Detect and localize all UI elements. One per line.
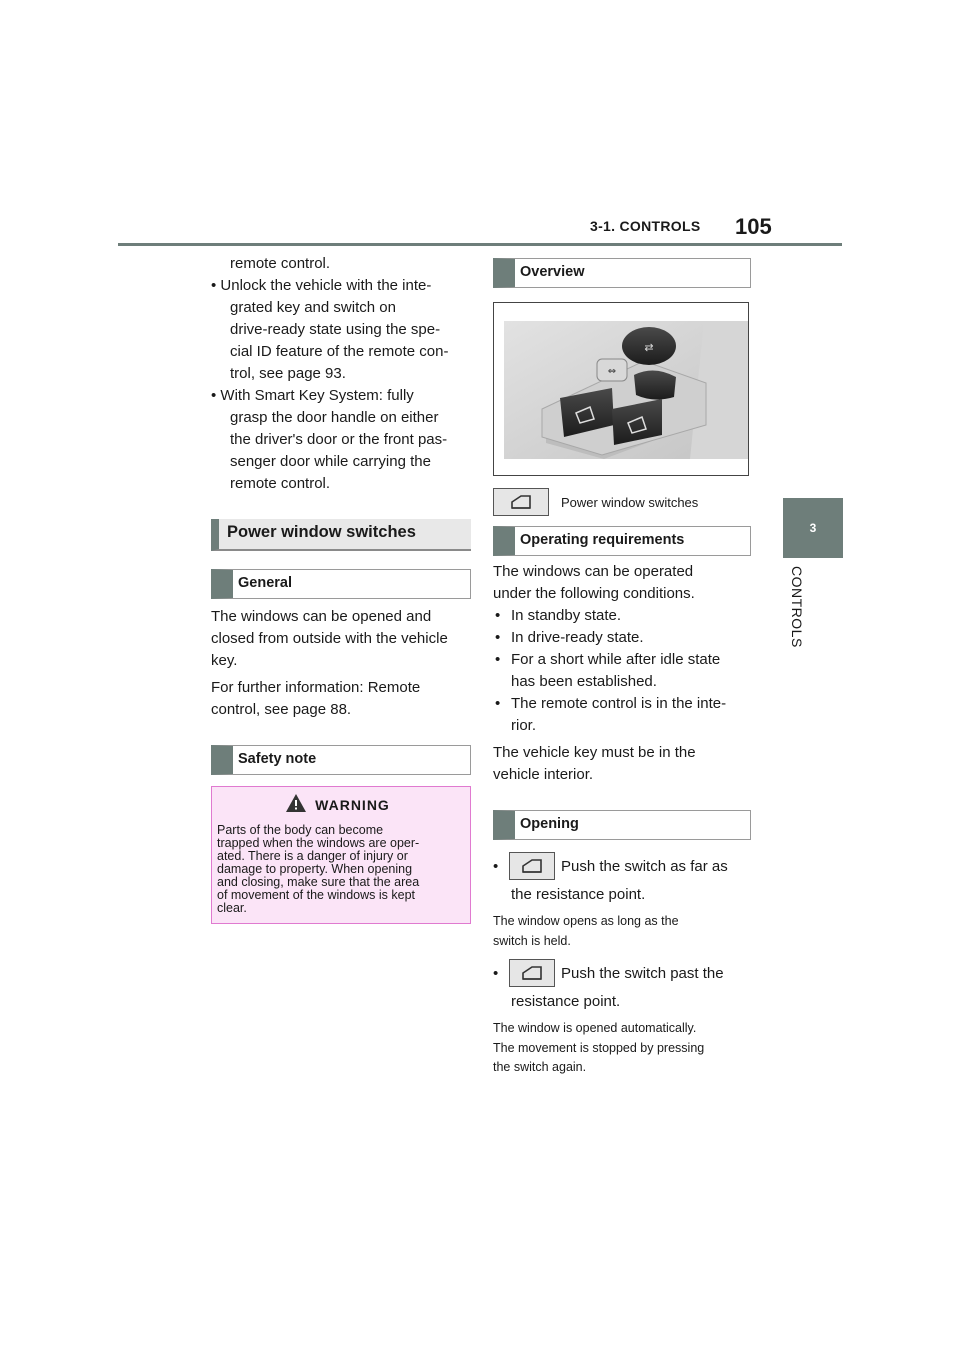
heading-general: General <box>211 569 471 599</box>
page-number: 105 <box>735 214 772 239</box>
operating-intro: The windows can be operated under the following conditions. <box>493 563 695 602</box>
left-column <box>211 253 471 924</box>
warning-title: WARNING <box>315 796 390 813</box>
warning-box <box>211 786 471 924</box>
right-column <box>493 258 751 1078</box>
chapter-label: CONTROLS <box>789 566 805 648</box>
further-info-text: For further information: Remote control, see page 88. <box>211 679 421 718</box>
operating-bullet: • For a short while after idle state has been established. <box>493 649 751 693</box>
opening-step-2-note: The window is opened automatically. The movement is stopped by pressing the switch again. <box>493 1021 705 1074</box>
intro-continuation: remote control. <box>230 255 331 272</box>
warning-triangle-icon <box>285 793 307 816</box>
opening-step-1: • Push the switch as far as the resistance point. <box>493 852 751 906</box>
header-divider <box>118 243 842 246</box>
heading-operating-requirements: Operating requirements <box>493 526 751 556</box>
opening-step-2: • Push the switch past the resistance point. <box>493 959 751 1013</box>
operating-bullet: • In drive-ready state. <box>493 627 751 649</box>
warning-header <box>217 793 458 816</box>
legend-label: Power window switches <box>561 494 699 510</box>
svg-text:⇄: ⇄ <box>644 341 654 354</box>
window-switches-photo <box>493 302 749 476</box>
heading-opening: Opening <box>493 810 751 840</box>
section-title: 3-1. CONTROLS <box>590 218 701 234</box>
window-switch-icon <box>493 488 549 516</box>
operating-bullet: • The remote control is in the inte- rior. <box>493 693 751 737</box>
general-text: The windows can be opened and closed from outside with the vehicle key. <box>211 608 448 669</box>
svg-text:⇔: ⇔ <box>607 366 617 377</box>
heading-power-window-switches: Power window switches <box>211 519 471 551</box>
unlock-bullet: • Unlock the vehicle with the inte- grated key and switch on drive-ready state using the spe- cial ID feature of the remote con- trol, see page 93. <box>211 277 449 382</box>
heading-safety-note: Safety note <box>211 745 471 775</box>
opening-step-1-note: The window opens as long as the switch is held. <box>493 914 679 948</box>
window-switch-icon <box>509 959 555 987</box>
chapter-tab: 3 <box>783 498 843 558</box>
warning-text: Parts of the body can become trapped when the windows are oper- ated. There is a danger of injury or damage to property. When opening and closing, make sure that the area of movement of the windows is kept clear. <box>217 823 420 915</box>
key-requirement-text: The vehicle key must be in the vehicle interior. <box>493 744 696 783</box>
operating-bullet: • In standby state. <box>493 605 751 627</box>
photo-legend <box>493 488 751 516</box>
smart-key-bullet: • With Smart Key System: fully grasp the door handle on either the driver's door or the front pas- senger door while carrying the remote control. <box>211 387 448 492</box>
window-switch-icon <box>509 852 555 880</box>
heading-overview: Overview <box>493 258 751 288</box>
